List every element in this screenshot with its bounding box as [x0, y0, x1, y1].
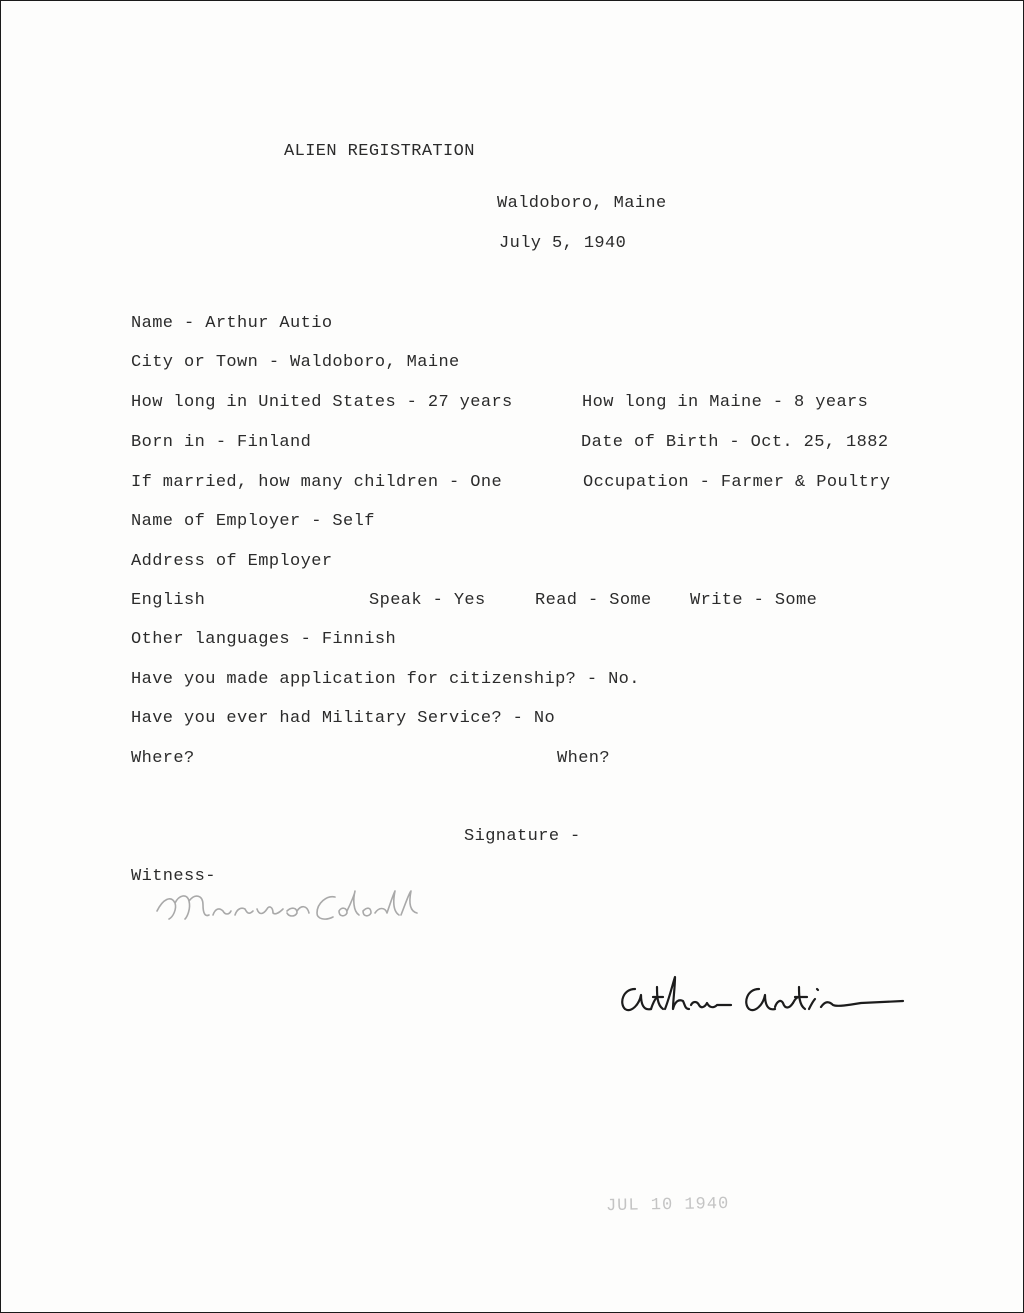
signature-label: Signature - [464, 827, 581, 846]
citizenship-field: Have you made application for citizenship? - No. [131, 670, 640, 689]
write-field: Write - Some [690, 591, 818, 610]
military-field: Have you ever had Military Service? - No [131, 709, 556, 728]
witness-signature [149, 881, 429, 931]
where-field: Where? [131, 749, 195, 768]
how-long-us-field: How long in United States - 27 years [131, 393, 513, 412]
employer-field: Name of Employer - Self [131, 512, 375, 531]
date-line: July 5, 1940 [499, 234, 627, 253]
other-languages-field: Other languages - Finnish [131, 630, 397, 649]
english-label: English [131, 591, 206, 610]
name-field: Name - Arthur Autio [131, 314, 333, 333]
document-title: ALIEN REGISTRATION [284, 142, 475, 161]
date-of-birth-field: Date of Birth - Oct. 25, 1882 [581, 433, 889, 452]
how-long-maine-field: How long in Maine - 8 years [582, 393, 869, 412]
speak-field: Speak - Yes [369, 591, 486, 610]
employer-address-field: Address of Employer [131, 552, 333, 571]
born-in-field: Born in - Finland [131, 433, 312, 452]
witness-label: Witness- [131, 867, 216, 886]
read-field: Read - Some [535, 591, 652, 610]
children-field: If married, how many children - One [131, 473, 503, 492]
applicant-signature [613, 967, 913, 1027]
place-line: Waldoboro, Maine [497, 194, 667, 213]
city-field: City or Town - Waldoboro, Maine [131, 353, 460, 372]
occupation-field: Occupation - Farmer & Poultry [583, 473, 891, 492]
when-field: When? [557, 749, 611, 768]
received-stamp: JUL 10 1940 [605, 1194, 730, 1217]
